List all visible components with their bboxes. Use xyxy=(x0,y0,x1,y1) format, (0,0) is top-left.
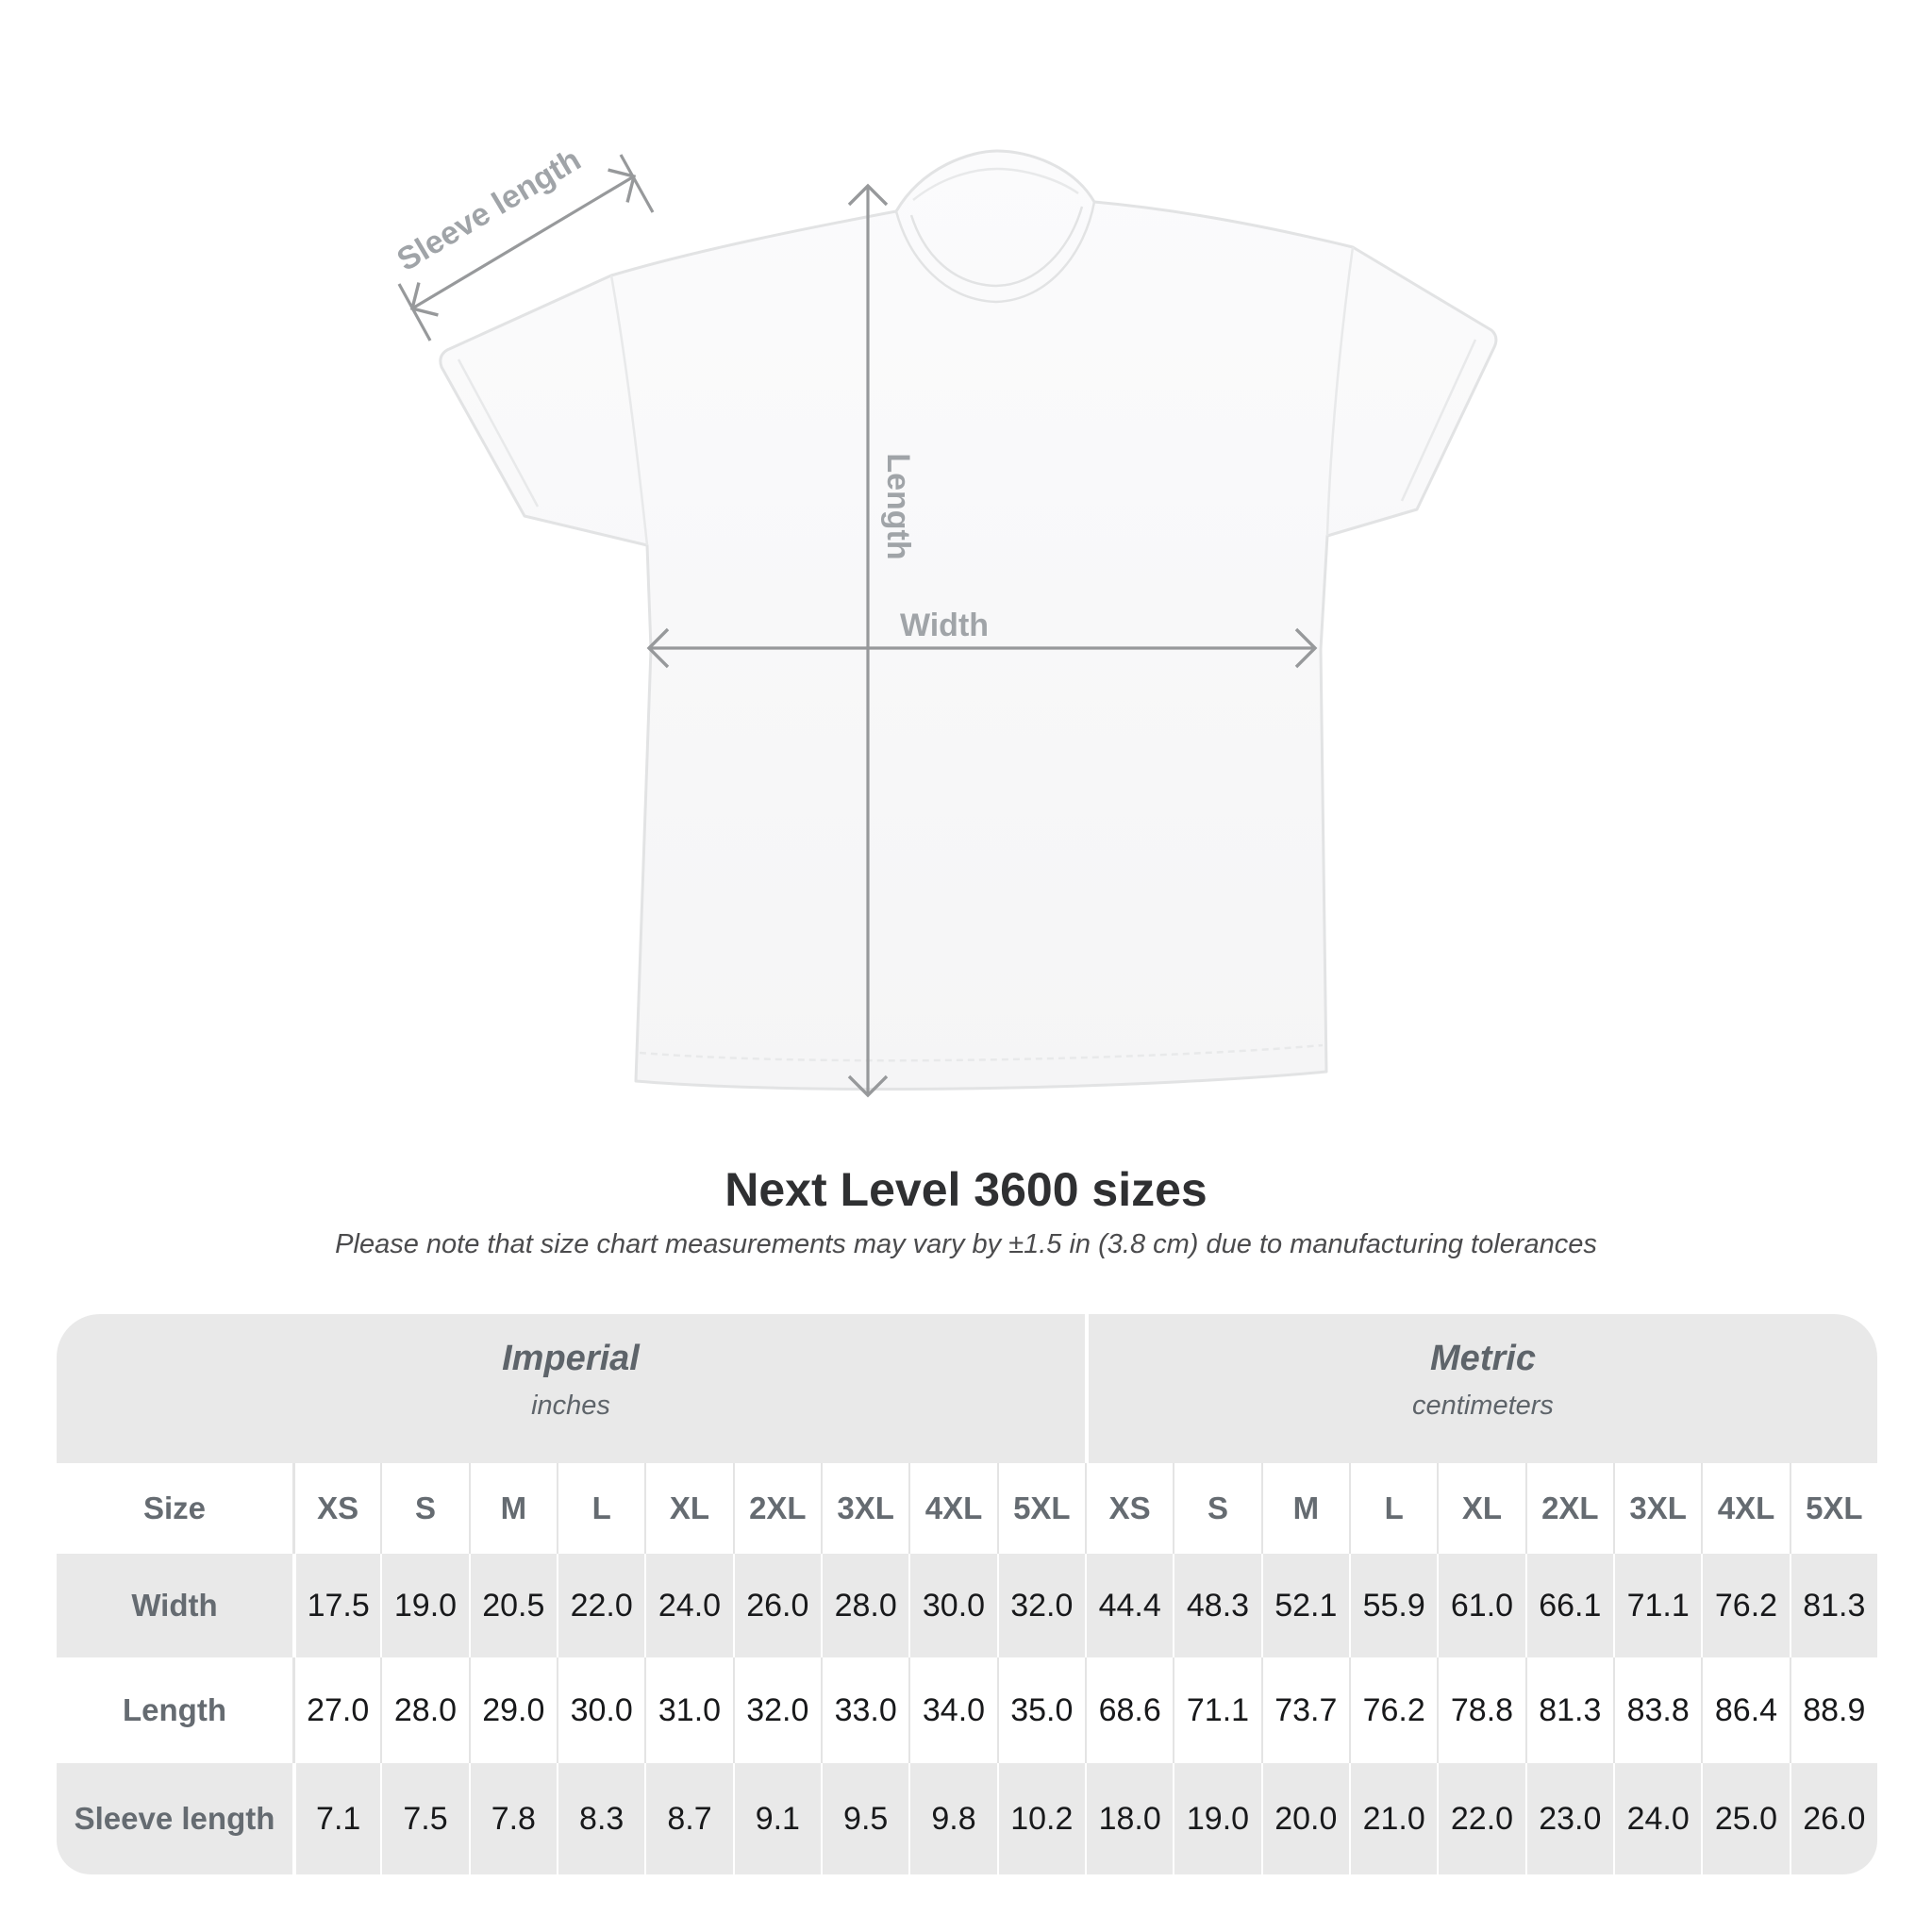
measurement-value: 19.0 xyxy=(380,1554,468,1657)
size-header-cell: L xyxy=(557,1463,644,1554)
table-row-width xyxy=(57,1554,1877,1657)
row-label: Width xyxy=(131,1588,218,1623)
measurement-value: 28.0 xyxy=(380,1657,468,1763)
row-label: Length xyxy=(123,1692,226,1727)
measurement-value: 30.0 xyxy=(557,1657,644,1763)
page-title: Next Level 3600 sizes xyxy=(724,1163,1208,1216)
imperial-header xyxy=(57,1314,1085,1463)
measurement-value: 35.0 xyxy=(997,1657,1085,1763)
size-header-cell: 5XL xyxy=(1790,1463,1877,1554)
size-header-cell: S xyxy=(380,1463,468,1554)
measurement-value: 71.1 xyxy=(1613,1554,1701,1657)
size-header-cell: 2XL xyxy=(733,1463,821,1554)
measurement-value: 9.1 xyxy=(733,1763,821,1874)
measurement-value: 24.0 xyxy=(644,1554,732,1657)
measurement-value: 86.4 xyxy=(1701,1657,1789,1763)
measurement-value: 21.0 xyxy=(1349,1763,1437,1874)
measurement-value: 55.9 xyxy=(1349,1554,1437,1657)
measurement-value: 68.6 xyxy=(1085,1657,1173,1763)
measurement-value: 61.0 xyxy=(1437,1554,1524,1657)
size-header-cell: 4XL xyxy=(908,1463,996,1554)
size-column-label: Size xyxy=(142,1491,207,1525)
metric-title: Metric xyxy=(1430,1339,1536,1378)
measurement-value: 26.0 xyxy=(1790,1763,1877,1874)
measurement-value: 7.5 xyxy=(380,1763,468,1874)
measurement-value: 78.8 xyxy=(1437,1657,1524,1763)
measurement-value: 24.0 xyxy=(1613,1763,1701,1874)
size-header-cell: 3XL xyxy=(821,1463,908,1554)
measurement-value: 18.0 xyxy=(1085,1763,1173,1874)
measurement-value: 28.0 xyxy=(821,1554,908,1657)
measurement-value: 22.0 xyxy=(557,1554,644,1657)
measurement-value: 23.0 xyxy=(1525,1763,1613,1874)
size-header-cell: XS xyxy=(1085,1463,1173,1554)
measurement-value: 73.7 xyxy=(1261,1657,1349,1763)
size-header-cell: M xyxy=(469,1463,557,1554)
sleeve-length-label: Sleeve length xyxy=(391,142,588,278)
sleeve-arrow-end-tick xyxy=(621,155,653,212)
measurement-value: 7.1 xyxy=(292,1763,380,1874)
width-label: Width xyxy=(899,608,990,643)
measurement-value: 25.0 xyxy=(1701,1763,1789,1874)
size-header-cell: 5XL xyxy=(997,1463,1085,1554)
measurement-value: 26.0 xyxy=(733,1554,821,1657)
length-label: Length xyxy=(880,453,916,560)
measurement-value: 88.9 xyxy=(1790,1657,1877,1763)
measurement-value: 9.8 xyxy=(908,1763,996,1874)
size-header-cell: 4XL xyxy=(1701,1463,1789,1554)
measurement-value: 81.3 xyxy=(1790,1554,1877,1657)
size-header-cell: L xyxy=(1349,1463,1437,1554)
measurement-value: 17.5 xyxy=(292,1554,380,1657)
measurement-value: 29.0 xyxy=(469,1657,557,1763)
size-header-cell: M xyxy=(1261,1463,1349,1554)
size-header-cell: XL xyxy=(1437,1463,1524,1554)
measurement-value: 81.3 xyxy=(1525,1657,1613,1763)
size-header-cell: 2XL xyxy=(1525,1463,1613,1554)
measurement-value: 10.2 xyxy=(997,1763,1085,1874)
table-row-length xyxy=(57,1657,1877,1763)
row-label: Sleeve length xyxy=(74,1801,275,1836)
measurement-value: 8.7 xyxy=(644,1763,732,1874)
size-header-row xyxy=(57,1463,1877,1554)
measurement-value: 52.1 xyxy=(1261,1554,1349,1657)
measurement-value: 44.4 xyxy=(1085,1554,1173,1657)
measurement-value: 19.0 xyxy=(1173,1763,1260,1874)
unit-header-row xyxy=(57,1314,1877,1463)
imperial-unit: inches xyxy=(531,1391,610,1421)
measurement-value: 34.0 xyxy=(908,1657,996,1763)
measurement-value: 33.0 xyxy=(821,1657,908,1763)
size-table xyxy=(57,1314,1877,1874)
size-header-cell: XS xyxy=(292,1463,380,1554)
measurement-value: 9.5 xyxy=(821,1763,908,1874)
size-header-cell: S xyxy=(1173,1463,1260,1554)
measurement-value: 71.1 xyxy=(1173,1657,1260,1763)
table-row-sleeve-length xyxy=(57,1763,1877,1874)
sleeve-arrow-end-tick xyxy=(399,284,430,341)
imperial-title: Imperial xyxy=(502,1339,640,1378)
measurement-value: 48.3 xyxy=(1173,1554,1260,1657)
metric-unit: centimeters xyxy=(1412,1391,1554,1421)
measurement-value: 66.1 xyxy=(1525,1554,1613,1657)
measurement-value: 27.0 xyxy=(292,1657,380,1763)
tolerance-note: Please note that size chart measurements may vary by ±1.5 in (3.8 cm) due to manufacturing tolerances xyxy=(335,1229,1597,1259)
measurement-value: 22.0 xyxy=(1437,1763,1524,1874)
measurement-value: 83.8 xyxy=(1613,1657,1701,1763)
measurement-value: 76.2 xyxy=(1701,1554,1789,1657)
measurement-value: 76.2 xyxy=(1349,1657,1437,1763)
measurement-value: 20.0 xyxy=(1261,1763,1349,1874)
measurement-value: 8.3 xyxy=(557,1763,644,1874)
measurement-value: 32.0 xyxy=(733,1657,821,1763)
measurement-value: 7.8 xyxy=(469,1763,557,1874)
measurement-value: 20.5 xyxy=(469,1554,557,1657)
size-header-cell: 3XL xyxy=(1613,1463,1701,1554)
measurement-value: 32.0 xyxy=(997,1554,1085,1657)
measurement-value: 30.0 xyxy=(908,1554,996,1657)
measurement-value: 31.0 xyxy=(644,1657,732,1763)
size-header-cell: XL xyxy=(644,1463,732,1554)
metric-header xyxy=(1085,1314,1877,1463)
